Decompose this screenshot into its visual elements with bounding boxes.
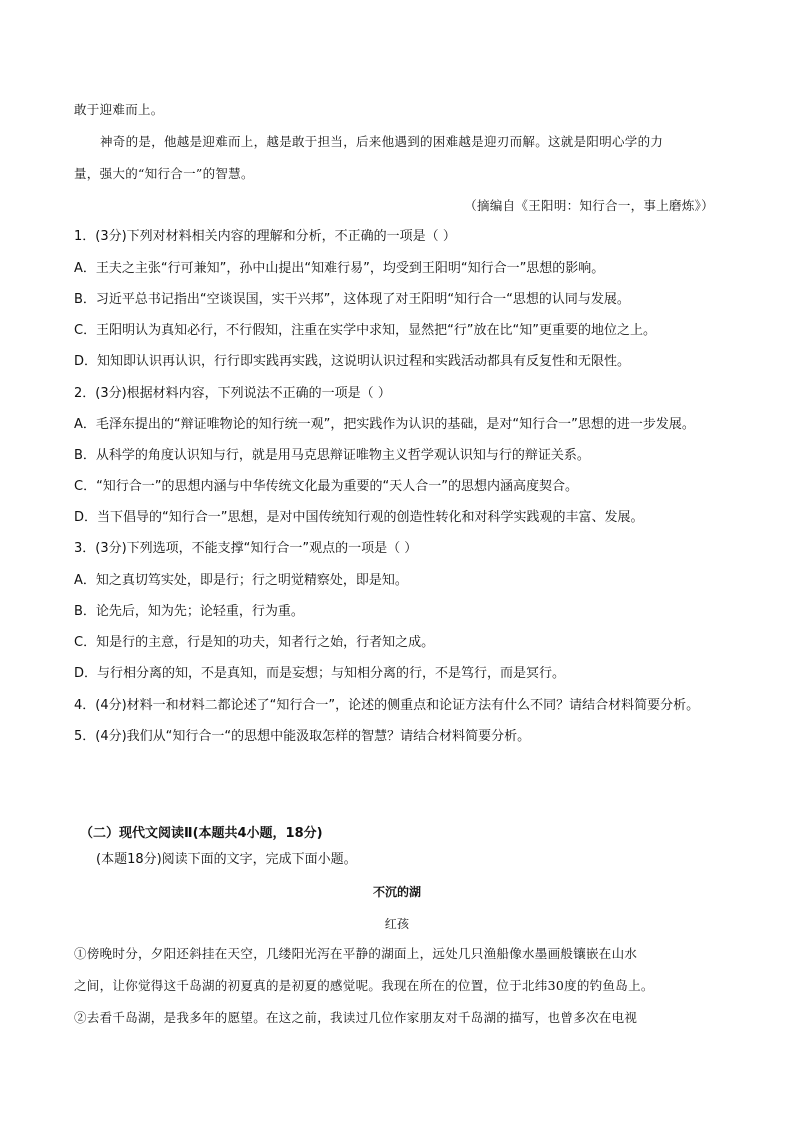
article-paragraph-line: ①傍晚时分，夕阳还斜挂在天空，几缕阳光泻在平静的湖面上，远处几只渔船像水墨画般镶嵌在山水: [74, 946, 638, 961]
question-2-stem: 2．(3分)根据材料内容，下列说法不正确的一项是（ ）: [74, 386, 391, 401]
article-paragraph-line: 之间，让你觉得这千岛湖的初夏真的是初夏的感觉呢。我现在所在的位置，位于北纬30度的钓鱼岛上。: [74, 978, 654, 993]
question-1-stem: 1．(3分)下列对材料相关内容的理解和分析，不正确的一项是（ ）: [74, 229, 456, 244]
section-heading: （二）现代文阅读Ⅱ(本题共4小题，18分): [80, 826, 323, 841]
article-author: 红孩: [384, 917, 410, 931]
question-2-option-c: C．“知行合一”的思想内涵与中华传统文化最为重要的“天人合一”的思想内涵高度契合。: [74, 479, 579, 494]
section-instruction: (本题18分)阅读下面的文字，完成下面小题。: [96, 852, 357, 867]
question-1-option-a: A．王夫之主张“行可兼知”，孙中山提出“知难行易”，均受到王阳明“知行合一”思想的影响。: [74, 261, 605, 276]
question-1-option-c: C．王阳明认为真知必行，不行假知，注重在实学中求知，显然把“行”放在比“知”更重要的地位之上。: [74, 323, 657, 338]
question-3-option-a: A．知之真切笃实处，即是行；行之明觉精察处，即是知。: [74, 573, 408, 588]
question-3-option-c: C．知是行的主意，行是知的功夫，知者行之始，行者知之成。: [74, 635, 435, 650]
article-title: 不沉的湖: [372, 885, 421, 899]
question-2-option-a: A．毛泽东提出的“辩证唯物论的知行统一观”，把实践作为认识的基础，是对“知行合一”思想的进一步发展。: [74, 417, 695, 432]
question-3-stem: 3．(3分)下列选项，不能支撑“知行合一”观点的一项是（ ）: [74, 541, 418, 556]
question-4-stem: 4．(4分)材料一和材料二都论述了“知行合一”，论述的侧重点和论证方法有什么不同？请结合材料简要分析。: [74, 698, 700, 713]
question-1-option-b: B．习近平总书记指出“空谈误国，实干兴邦”，这体现了对王阳明“知行合一“思想的认同与发展。: [74, 292, 630, 307]
question-3-option-d: D．与行相分离的知，不是真知，而是妄想；与知相分离的行，不是笃行，而是冥行。: [74, 666, 566, 681]
question-3-option-b: B．论先后，知为先；论轻重，行为重。: [74, 604, 304, 619]
passage-paragraph-line: 量，强大的“知行合一”的智慧。: [74, 166, 254, 181]
passage-paragraph-line: 神奇的是，他越是迎难而上，越是敢于担当，后来他遇到的困难越是迎刃而解。这就是阳明心学的力: [100, 134, 664, 149]
question-5-stem: 5．(4分)我们从“知行合一“的思想中能汲取怎样的智慧？请结合材料简要分析。: [74, 729, 531, 744]
question-1-option-d: D．知知即认识再认识，行行即实践再实践，这说明认识过程和实践活动都具有反复性和无限性。: [74, 354, 631, 369]
question-2-option-d: D．当下倡导的“知行合一”思想，是对中国传统知行观的创造性转化和对科学实践观的丰富、发展。: [74, 510, 644, 525]
passage-line: 敢于迎难而上。: [74, 102, 164, 117]
article-paragraph-line: ②去看千岛湖，是我多年的愿望。在这之前，我读过几位作家朋友对千岛湖的描写，也曾多次在电视: [74, 1010, 638, 1025]
question-2-option-b: B．从科学的角度认识知与行，就是用马克思辩证唯物主义哲学观认识知与行的辩证关系。: [74, 448, 590, 463]
passage-source: （摘编自《王阳明：知行合一，事上磨炼》）: [464, 198, 714, 213]
